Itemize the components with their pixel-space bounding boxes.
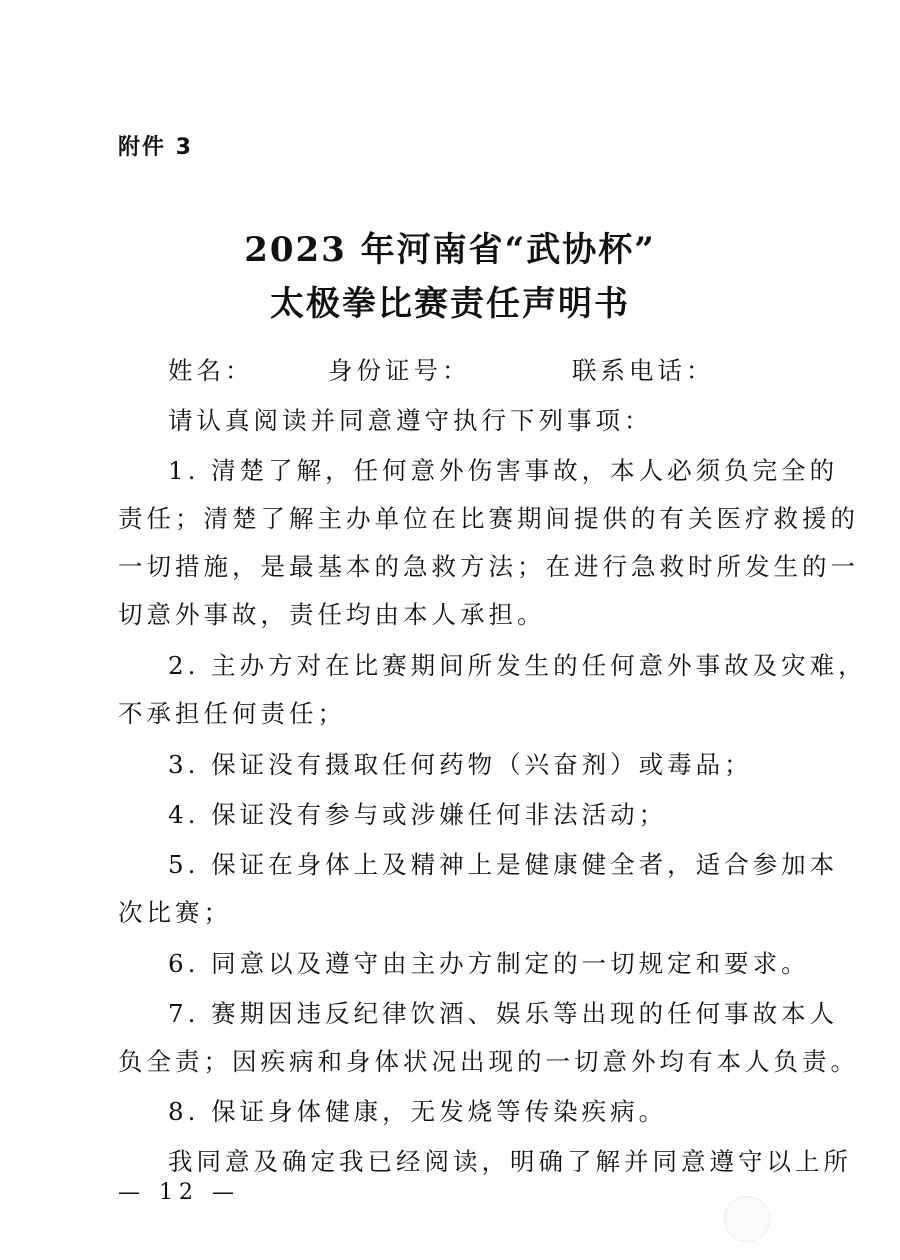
body-line: 5. 保证在身体上及精神上是健康健全者，适合参加本 <box>168 850 839 879</box>
attachment-label: 附件 3 <box>118 135 193 160</box>
id-number-field-label: 身份证号： <box>328 356 471 385</box>
body-line: 不承担任何责任； <box>118 699 346 728</box>
body-line: 8. 保证身体健康，无发烧等传染疾病。 <box>168 1097 668 1126</box>
page-number: — 12 — <box>118 1180 240 1205</box>
body-line: 7. 赛期因违反纪律饮酒、娱乐等出现的任何事故本人 <box>168 999 839 1028</box>
body-line: 4. 保证没有参与或涉嫌任何非法活动； <box>168 800 668 829</box>
body-line: 3. 保证没有摄取任何药物（兴奋剂）或毒品； <box>168 750 753 779</box>
body-line: 次比赛； <box>118 898 232 927</box>
intro-paragraph: 请认真阅读并同意遵守执行下列事项： <box>168 406 653 435</box>
body-line: 一切措施，是最基本的急救方法；在进行急救时所发生的一 <box>118 552 859 581</box>
body-line: 1. 清楚了解，任何意外伤害事故，本人必须负完全的 <box>168 456 839 485</box>
body-line: 2. 主办方对在比赛期间所发生的任何意外事故及灾难， <box>168 651 867 680</box>
body-line: 责任；清楚了解主办单位在比赛期间提供的有关医疗救援的 <box>118 504 859 533</box>
body-line: 切意外事故，责任均由本人承担。 <box>118 600 546 629</box>
phone-field-label: 联系电话： <box>572 356 715 385</box>
body-line: 6. 同意以及遵守由主办方制定的一切规定和要求。 <box>168 949 810 978</box>
document-title-line-2: 太极拳比赛责任声明书 <box>270 284 630 324</box>
document-title-line-1: 2023 年河南省“武协杯” <box>244 230 656 270</box>
name-field-label: 姓名： <box>168 356 254 385</box>
body-line: 负全责；因疾病和身体状况出现的一切意外均有本人负责。 <box>118 1047 859 1076</box>
body-line: 我同意及确定我已经阅读，明确了解并同意遵守以上所 <box>168 1147 852 1176</box>
watermark-icon <box>724 1196 770 1242</box>
